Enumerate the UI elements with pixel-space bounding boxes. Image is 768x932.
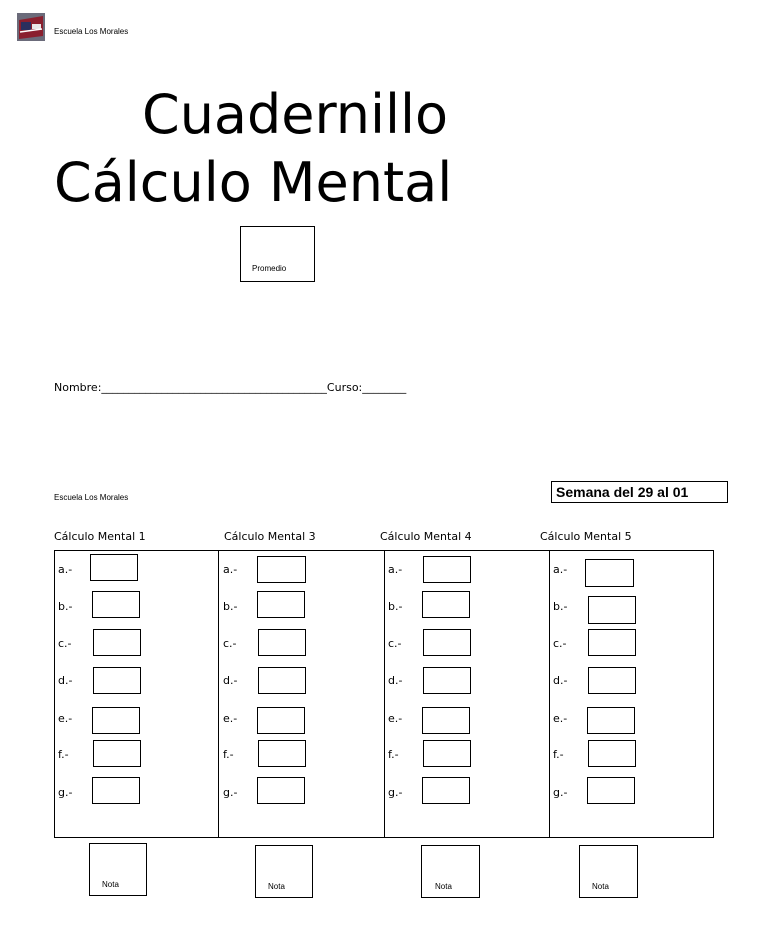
- answer-box[interactable]: [93, 629, 141, 656]
- item-label: f.-: [223, 748, 234, 761]
- week-label: Semana del 29 al 01: [551, 481, 728, 503]
- column-header-2: Cálculo Mental 3: [224, 530, 316, 543]
- title-line-2: Cálculo Mental: [54, 151, 453, 214]
- item-label: c.-: [223, 637, 237, 650]
- answer-box[interactable]: [588, 596, 636, 624]
- nota-box-1[interactable]: [89, 843, 147, 896]
- answer-box[interactable]: [422, 707, 470, 734]
- answer-box[interactable]: [93, 667, 141, 694]
- column-header-1: Cálculo Mental 1: [54, 530, 146, 543]
- item-label: g.-: [553, 786, 568, 799]
- nota-box-2[interactable]: [255, 845, 313, 898]
- item-label: d.-: [223, 674, 238, 687]
- nota-label: Nota: [268, 882, 285, 891]
- answer-box[interactable]: [588, 629, 636, 656]
- promedio-box[interactable]: [240, 226, 315, 282]
- answer-box[interactable]: [92, 707, 140, 734]
- school-logo-icon: [16, 12, 46, 42]
- item-label: e.-: [223, 712, 238, 725]
- school-name: Escuela Los Morales: [54, 27, 129, 36]
- answer-box[interactable]: [423, 667, 471, 694]
- nota-box-3[interactable]: [421, 845, 480, 898]
- item-label: f.-: [58, 748, 69, 761]
- item-label: f.-: [388, 748, 399, 761]
- answer-box[interactable]: [258, 629, 306, 656]
- answer-box[interactable]: [422, 591, 470, 618]
- item-label: b.-: [553, 600, 568, 613]
- item-label: e.-: [58, 712, 73, 725]
- answer-box[interactable]: [587, 777, 635, 804]
- answer-box[interactable]: [257, 707, 305, 734]
- grid-divider: [549, 550, 550, 838]
- item-label: a.-: [223, 563, 238, 576]
- item-label: e.-: [388, 712, 403, 725]
- grid-divider: [218, 550, 219, 838]
- grid-divider: [384, 550, 385, 838]
- answer-box[interactable]: [423, 740, 471, 767]
- answer-box[interactable]: [587, 707, 635, 734]
- title-line-1: Cuadernillo: [142, 83, 449, 146]
- item-label: g.-: [388, 786, 403, 799]
- item-label: b.-: [223, 600, 238, 613]
- name-course-line: Nombre:_________________________________________Curso:________: [54, 381, 407, 394]
- answer-box[interactable]: [257, 556, 306, 583]
- item-label: b.-: [388, 600, 403, 613]
- item-label: f.-: [553, 748, 564, 761]
- column-header-4: Cálculo Mental 5: [540, 530, 632, 543]
- answer-box[interactable]: [588, 740, 636, 767]
- answer-box[interactable]: [92, 591, 140, 618]
- column-header-3: Cálculo Mental 4: [380, 530, 472, 543]
- item-label: c.-: [58, 637, 72, 650]
- answer-box[interactable]: [423, 556, 471, 583]
- item-label: c.-: [388, 637, 402, 650]
- answer-box[interactable]: [258, 740, 306, 767]
- answer-box[interactable]: [257, 591, 305, 618]
- answer-box[interactable]: [257, 777, 305, 804]
- item-label: a.-: [58, 563, 73, 576]
- item-label: b.-: [58, 600, 73, 613]
- answer-box[interactable]: [258, 667, 306, 694]
- answer-box[interactable]: [90, 554, 138, 581]
- nota-box-4[interactable]: [579, 845, 638, 898]
- answer-box[interactable]: [585, 559, 634, 587]
- item-label: g.-: [58, 786, 73, 799]
- item-label: c.-: [553, 637, 567, 650]
- item-label: e.-: [553, 712, 568, 725]
- item-label: a.-: [388, 563, 403, 576]
- answer-box[interactable]: [93, 740, 141, 767]
- nota-label: Nota: [102, 880, 119, 889]
- item-label: d.-: [58, 674, 73, 687]
- item-label: a.-: [553, 563, 568, 576]
- nota-label: Nota: [592, 882, 609, 891]
- item-label: g.-: [223, 786, 238, 799]
- answer-box[interactable]: [588, 667, 636, 694]
- promedio-label: Promedio: [252, 264, 287, 273]
- item-label: d.-: [388, 674, 403, 687]
- footer-school-name: Escuela Los Morales: [54, 493, 129, 502]
- answer-box[interactable]: [422, 777, 470, 804]
- item-label: d.-: [553, 674, 568, 687]
- answer-box[interactable]: [423, 629, 471, 656]
- nota-label: Nota: [435, 882, 452, 891]
- answer-box[interactable]: [92, 777, 140, 804]
